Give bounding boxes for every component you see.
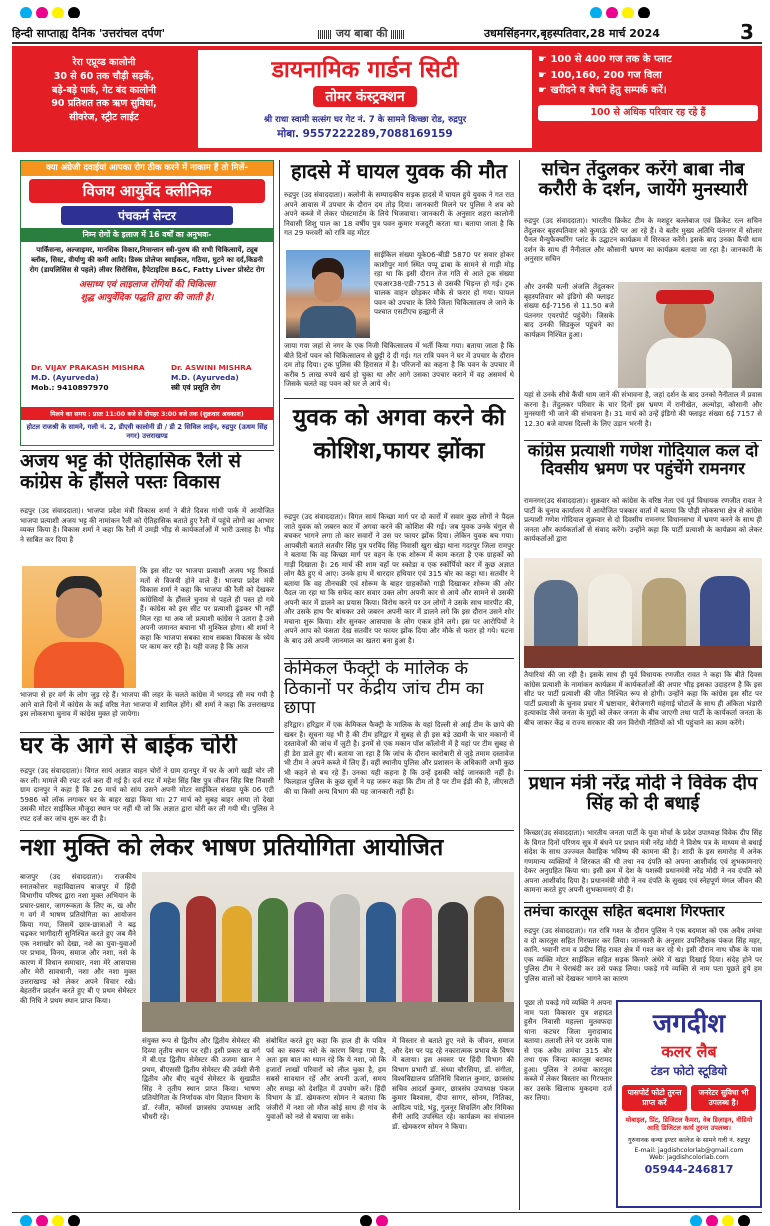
- story-sachin-text-3: यहां से उनके सीधे कैंची धाम जाने की संभावना है, जहां दर्शन के बाद उनको नैनीताल में प्रवास करना है। तेंदुलकर परिवार के चार दिनों इस भ्रमण में रानीखेत, अल्मोड़ा, कौसानी और मुनस्यारी भी जाने की संभावना है। 31 मार्च को उन्हें इंडिगो की फ्लाइट संख्या 6ई 7157 से 12.30 बजे वापस दिल्ली के लिए उड़ान भरनी है।: [524, 390, 762, 428]
- studio-tag: टंडन फोटो स्टूडियो: [650, 1064, 727, 1078]
- story-chemical-text: हरिद्वार। हरिद्वार में एक केमिकल फैक्ट्री के मालिक के यहां दिल्ली से आई टीम के छापे की खबर है। सूचना यह भी है की टीम हरिद्वार में सुबह से ही इस बड़े उद्यमी के चार मकानों में दस्तावेजों की जांच में जुटी है। इनमें से एक मकान पॉश कॉलोनी में है यहां पर टीम सुबह से ही डेरा डाले हुए थी। बताया जा रहा है कि जांच के दौरान कारोबारी से जुड़े तमाम दस्तावेज भी टीम ने अपने कब्जे में लिए हैं। वहीं स्थानीय पुलिस और प्रशासन के अधिकारी अभी कुछ भी कहने से बच रहे हैं। उनका यही कहना है कि उन्हें इसकी कोई जानकारी नहीं है। फिलहाल पुलिस के कुछ सूत्रों ने यह जरूर कहा कि टीम तो है पर टीम ईडी की है, जीएसटी की या किसी अन्य विभाग की यह जानकारी नहीं है।: [284, 720, 514, 796]
- page-number: 3: [740, 20, 754, 40]
- ad-left-line: रेरा एप्रूव्ड कालोनी: [72, 57, 136, 68]
- ad-left-line: 30 से 60 तक चौड़ी सड़कें,: [53, 70, 155, 82]
- phone-icon: ☛: [538, 69, 551, 81]
- story-nasha-col-4: में विस्तार से बताते हुए नशे के जीवन, समाज और देश पर पड़ रहे नकारात्मक प्रभाव के विषय में बताया। इस अवसर पर हिंदी विभाग की विभाग प्रभारी डॉ. संध्या चौरसिया, डॉ. संगीता, विश्वविद्यालय प्रतिनिधि विशाल कुमार, छात्रसंघ सचिव आदर्श कुमार, छात्रसंघ उपाध्यक्ष पंकज कुमार बिश्वास, दीपा सागर, सोनम, नितिका, आदित्य पांडे, भंडु, गुलनूर शिवलिंग और निमिका सैनी आदि उपस्थित रहे। कार्यक्रम का संचालन डॉ. खेमकरण सोमन ने किया।: [392, 1036, 514, 1131]
- top-ad-right: [538, 52, 758, 146]
- headline-ajay: अजय भट्ट की ऐतिहासिक रैली से कांग्रेस के हौंसले पस्तः विकास: [20, 452, 241, 493]
- clinic-sub: पंचकर्म सेन्टर: [61, 206, 233, 225]
- story-nasha-col-3: संबोधित करते हुए कहा कि हाल ही के पवित्र पर्व का स्वरूप नशे के कारण बिगड़ गया है, अतः इस बात का ध्यान रहे कि ये नशा, जो कि हजारों लाखों परिवारों को लील चुका है, हम सबसे सावधान रहें और अपनी ऊर्जा, समय और समझ को देशहित में उपयोग करें। हिंदी विभाग के डॉ. खेमकरण सोमन ने बताया कि जंजीरों में नशा जो मौज कोई साथ ही गांव के युवाओं को नशे से बचाया जा सके।: [266, 1036, 386, 1121]
- studio-phone: 05944-246817: [644, 1163, 734, 1177]
- studio-passport: पासपोर्ट फोटो तुरन्त प्राप्त करें: [622, 1085, 687, 1111]
- story-cartridge-text-1: रुद्रपुर (उद संवाददाता)। गत रात्रि गश्त के दौरान पुलिस ने एक बदमाश को एक अवैध तमंचा व दो कारतूस सहित गिरफ्तार कर लिया। जानकारी के अनुसार उपनिरीक्षक पंकज सिंह महर, कानि. भवानी राम व प्रदीप सिंह रावत क्षेत्र में गश्त कर रहे थे। इसी दौरान नाथ चौक के पास एक व्यक्ति मोटर साईकिल सहित सड़क किनारे अंधेरे में खड़ा दिखाई दिया। संदेह होने पर पुलिस टीम ने घेराबंदी कर उसे पकड़ लिया। पकड़े गये व्यक्ति से नाम पता पूछते हुये हम पुलिस वालों को देखकर भागने का कारण: [524, 926, 762, 983]
- headline-sachin: सचिन तेंदुलकर करेंगे बाबा नीब करौरी के दर्शन, जायेंगे मुनस्यारी: [538, 160, 748, 201]
- studio-generator: जनरेटर सुविधा भी उपलब्ध है।: [691, 1085, 756, 1111]
- registration-marks: [360, 1212, 420, 1226]
- column-rule: [519, 160, 520, 1210]
- phone-icon: ☛: [538, 54, 551, 65]
- masthead-center-text: जय बाबा की: [335, 27, 388, 40]
- clinic-experience: निम्न रोगों के इलाज में 16 वर्षों का अनुभवः-: [21, 228, 273, 242]
- clinic-doctors: [21, 363, 273, 407]
- headline-accident: हादसे में घायल युवक की मौत: [290, 160, 508, 183]
- barcode-icon: [318, 30, 332, 39]
- registration-marks: [20, 4, 220, 18]
- doctor-1-name: Dr. VIJAY PRAKASH MISHRA: [31, 363, 145, 372]
- ad-bullet: ☛ 100,160, 200 गज विला: [538, 69, 662, 81]
- ad-families: 100 से अधिक परिवार रह रहे हैं: [538, 105, 758, 122]
- studio-ad: [616, 1000, 762, 1208]
- clinic-diseases: पार्किंसन्स, अल्जाइमर, मानसिक विकार,निःसन्तान स्त्री-पुरुष की सभी चिकित्सायें, ट्यूब ब्लॉक, सिस्ट, वीर्याणु की कमी आदि। डिस्क प्रोलेप्स स्वाईकल, गठिया, घुटने का दर्द,किडनी रोग (डायलिसिस से पहले) लीवर सिरोसिस, हैपेटाइटिस B&C, Fatty Liver प्रोस्टेट रोग: [29, 245, 265, 274]
- headline-youth: युवक को अगवा करने की कोशिश,फायर झोंका: [292, 405, 506, 465]
- top-ad-dynamic-garden: [12, 46, 762, 152]
- ad-bullet: ☛ खरीदने व बेचने हेतु सम्पर्क करें।: [538, 85, 667, 96]
- clinic-timing: मिलने का समय : प्रातः 11:00 बजे से दोपहर 3:00 बजे तक (शुक्रवार अवकाश): [21, 407, 273, 420]
- studio-email: E-mail: jagdishcolorlab@gmail.com: [634, 1147, 744, 1155]
- headline-bike: घर के आगे से बाईक चोरी: [20, 734, 237, 759]
- story-sachin-text-2: और उनकी पत्नी अंजलि तेंदुलकर बृहस्पतिवार को इंडिगो की फ्लाइट संख्या 6ई-7156 से 11.50 बजे पंतनगर एयरपोर्ट पहुंचेंगे। जिसके बाद उनकी सिडकुल पहुंचने का कार्यक्रम निश्चित हुआ।: [524, 282, 614, 339]
- section-rule: [284, 398, 514, 399]
- story-ajay-text-2: कि इस सीट पर भाजपा प्रत्याशी अजय भट्ट रिकार्ड मतों से विजयी होने वाले हैं। भाजपा प्रदेश मंत्री विकास शर्मा ने कहा कि भाजपा की रैली को देखकर कांग्रेसियों के हौंसले चुनाव से पहले ही पस्त हो गये हैं। कांग्रेस को इस सीट पर प्रत्याशी ढूंढकर भी नहीं मिल रहा था अब जो प्रत्याशी कांग्रेस ने उतारा है उसे अपनी जमानत बचाना भी मुश्किल होगा। श्री शर्मा ने कहा कि भाजपा सबका साथ सबका विकास के ध्येय पर काम कर रही है। यही वजह है कि आज: [140, 566, 274, 651]
- story-modi-text: किच्छा(उद संवाददाता)। भारतीय जनता पार्टी के युवा मोर्चा के प्रदेश उपाध्यक्ष विवेक दीप सिंह के विगत दिनों परिणय सूत्र में बंधने पर प्रधान मंत्री नरेंद्र मोदी ने विशेष पत्र के माध्यम से बधाई संदेश के साथ उज्ज्वल वैवाहिक भविष्य की कामना की है। शादी के इस समारोह में अनेक गणमान्य व्यक्तियों ने शिरकत की थी तथा नव दंपति को अपना आशीर्वाद एवं शुभकामनाएं देकर अनुग्रहित किया था। इसी क्रम में देश के यशस्वी प्रधानमंत्री नरेंद्र मोदी ने नव दंपति को अपना आशीर्वाद दिया है। प्रधानमंत्री मोदी ने नव दंपति के सुखद एवं स्नेहपूर्ण मंगल जीवन की कामना करते हुए अपनी शुभकामनाएं दी है।: [524, 828, 762, 894]
- column-rule: [279, 160, 280, 780]
- ad-left-line: 90 प्रतिशत तक ऋण सुविधा,: [51, 98, 157, 110]
- masthead-rule: [12, 42, 762, 44]
- masthead-left: हिन्दी साप्ताह्य दैनिक 'उत्तरांचल दर्पण': [12, 27, 165, 40]
- top-ad-left-box: [16, 52, 192, 146]
- story-accident-text-3: जाया गया जहां से नगर के एक निजी चिकित्सालय में भर्ती किया गया। बताया जाता है कि बीते दिनों पवन को चिकित्सालय से छुट्टी दे दी गई। गत रात्रि पवन ने घर में उपचार के दौरान दम तोड़ दिया। ट्रक पुलिस की हिरासत में है। परिजनों का कहना है कि पवन के उपचार में करीब 5 लाख रुपये खर्च हो चुका था और आगे उसका उपचार कराने में वह असमर्थ थे जिसके चलते वह पवन को घर ले आये थे।: [284, 341, 514, 388]
- story-nasha-col-1: बाजपुर (उद संवाददाता)। राजकीय स्नातकोत्तर महाविद्यालय बाजपुर में हिंदी विभागीय परिषद द्वारा नशा मुक्त अभियान के प्रचार-प्रसार, जागरूकता के लिए क, ख और ग वर्ग में भाषण प्रतियोगिता का आयोजन किया गया, जिसमें छात्र-छात्राओं ने बढ़ चढ़कर भागीदारी सुनिश्चित करते हुए जब मैंने एक नशाखोर को देखा, नशे का युवा-युवाओं पर प्रभाव, विनय, समाज और नशा, नशे के कारण में विधान समाचार, नशा मेरे आसपास और मेरी सावधानी, नशा और नशा मुक्त उत्तराखण्ड को लेकर अपने विचार रखे। बेहतरीन प्रदर्शन करते हुए बी ए प्रथम सेमेस्टर की निधि ने प्रथम स्थान प्राप्त किया।: [20, 872, 136, 1005]
- ganesh-press-photo: [524, 558, 762, 668]
- section-rule: [524, 440, 762, 441]
- headline-modi: प्रधान मंत्री नरेंद्र मोदी ने विवेक दीप सिंह को दी बधाई: [528, 774, 758, 815]
- section-rule: [20, 732, 274, 733]
- story-youth-text: रुद्रपुर (उद संवाददाता)। विगत सायं किच्छा मार्ग पर दो कारों में सवार कुछ लोगों ने पैदल जाते युवक को जबरन कार में अगवा करने की कोशिश की गई। जब युवक उनके चंगुल से बचकर भागने लगा तो कार सवारों ने उस पर फायर झोंक दिया। लेकिन युवक बच गया। आपबीती बताते सतवीर सिंह पुत्र परविंद सिंह निवासी खुरा खेड़ा थाना गदरपुर जिला रामपुर ने बताया कि वह किच्छा मार्ग पर वहन के एक शोरूम में काम करता है एक ग्राहकों को गाड़ी दिखाता है। 26 मार्च की शाम वहाँ पर स्कोडा व एक स्कॉर्पियो कार में कुछ अज्ञात लोग बैठे हुए थे आए। उनके हाथ में धारदार हथियार एवं 315 बोर का कट्टा था। सतवीर ने बताया कि वह तीनचक्री एवं शोरूम के बाहर ग्राहकोंको गाड़ी दिखाकर शोरूम की ओर पैदल जा रहा था कि सफेद कार सवार उक्त लोग अपनी कार से आये और सामने से उसकी अपनी कार में डालने का प्रयास किया। विरोध करने पर उन लोगों ने उसके साथ मारपीट की, और उसके हाथ पैर बांधकर उसे जबरन अपनी कार में डालने लगे कि इस दौरान उसने शोर मचाना शुरू किया। शोर सुनकर आसपास के लोग एकत्र होने लगे। इस पर आरोपियों ने अपने आप को फंसता देख सतवीर पर फायर झोंक दिया और मौके से फरार हो गये। घटना के बाद उसे अपनी जानमाल का खतरा बना हुआ है।: [284, 512, 514, 645]
- doctor-1-phone: Mob.: 9410897970: [31, 382, 109, 392]
- masthead: [0, 0, 770, 40]
- doctor-1-degree: M.D. (Ayurveda): [31, 372, 99, 382]
- ad-left-line: सीवरेज, स्ट्रीट लाईट: [69, 112, 139, 124]
- clinic-address: होटल राजश्री के सामने, गली नं. 2, डीएवी कालोनी डी / डी 2 सिविल लाईन, रुद्रपुर (ऊधम सिंह नगर) उत्तराखण्ड: [26, 423, 268, 440]
- masthead-center: [318, 26, 405, 40]
- story-cartridge-text-2: पूछा तो पकड़े गये व्यक्ति ने अपना नाम पता विकासर पुत्र शहादत हुसैन निवासी महल्ला मुतवफदा थाना कटघर जिला मुरादाबाद बताया। तलाशी लेने पर उसके पास से एक अवैध तमंचा 315 बोर तथा एक जिन्दा कारतूस बरामद हुआ। पुलिस ने तमंचा कारतूस कब्जे में लेकर बिस्तार का गिरफ्तार कर उसके खिलाफ मुकदमा दर्ज कर लिया।: [524, 998, 612, 1102]
- section-rule: [524, 770, 762, 771]
- ad-phone: मोबा. 9557222289,7088169159: [277, 128, 453, 140]
- story-ganesh-text-1: रामनगर(उद संवाददाता)। शुक्रवार को कांग्रेस के वरिष्ठ नेता एवं पूर्व विधायक रणजीत रावत ने पार्टी के चुनाव कार्यालय में आयोजित पत्रकार वार्ता में बताया कि पौड़ी लोकसभा क्षेत्र से कांग्रेस प्रत्याशी गणेश गोदियाल शुक्रवार से दो दिवसीय रामनगर विधानसभा में भ्रमण करने के साथ ही जनता और कार्यकर्ताओं से संवाद करेंगे। उन्होंने कहा कि पार्टी प्रत्याशी के कार्यक्रम को लेकर कार्यकर्ताओं द्वारा: [524, 496, 762, 543]
- story-accident-text-2: साईकिल संख्या यूके06-बीडी 5870 पर सवार होकर काशीपुर मार्ग स्थित पप्पू ढाबा के सामने से गाड़ी मोड़ रहा था कि इसी दौरान तेज गति से आते ट्रक संख्या एचआर38-एडी-7513 से उसकी भिड़न्त हो गई। ट्रक चालक वाहन छोड़कर मौके से फरार हो गया। घायल पवन को उपचार के लिये जिला चिकित्सालय ले जाने के पश्चात एसटीएच हल्द्वानी ले: [374, 250, 514, 316]
- ad-subtitle: तोमर कंस्ट्रक्शन: [313, 86, 416, 107]
- headline-cartridge: तमंचा कारतूस सहित बदमाश गिरफ्तार: [524, 904, 725, 920]
- doctor-2-specialty: स्त्री एवं प्रसूति रोग: [171, 382, 221, 392]
- barcode-icon: [391, 30, 405, 39]
- studio-name: जगदीश: [652, 1009, 726, 1039]
- ad-address: श्री राधा स्वामी सत्संग घर गेट नं. 7 के सामने किच्छा रोड, रुद्रपुर: [263, 115, 467, 125]
- section-rule: [20, 450, 274, 451]
- ad-left-line: बड़े-बड़े पार्क, गेट बंद कालोनी: [52, 84, 156, 96]
- registration-marks: [690, 1212, 770, 1226]
- clinic-ad: [20, 160, 274, 446]
- story-ganesh-text-2: तैयारियां की जा रही है। इसके साथ ही पूर्व विधायक रणजीत रावत ने कहा कि बीते दिवस कांग्रेस प्रत्याशी के नामांकन कार्यक्रम में कार्यकर्ताओं की अपार भीड़ इसका उदाहरण है कि इस सीट पर पार्टी प्रत्याशी की जीत निश्चित रूप से होगी। उन्होंने कहा कि कांग्रेस इस सीट पर पार्टी प्रत्याशी के चुनाव प्रचार में भ्रष्टाचार, बेरोजगारी महंगाई घोटालें के साथ ही अंकिता भंडारी हत्याकांड जैसे जनता के मुद्दों को लेकर जनता के बीच जाएगी तथा पार्टी के कार्यकर्ता जनता के बीच जाकर केंद्र व राज्य सरकार की जन विरोधी नीतियों को भी पहुंचाने का काम करेंगे।: [524, 670, 762, 727]
- studio-services: मोबाइल, प्रिंट, डिजिटल कैमरा, वेब डिज़ाइन, वीडियो आदि डिजिटल कार्य तुरन्त उपलब्ध।: [625, 1115, 753, 1133]
- studio-web: Web: jagdishcolorlab.com: [649, 1154, 729, 1162]
- sachin-photo: [618, 282, 762, 388]
- section-rule: [284, 658, 514, 659]
- story-nasha-col-2: संयुक्त रूप से द्वितीय और द्वितीय सेमेस्टर की दिव्या तृतीय स्थान पर रही। इसी प्रकार ख वर्ग में बी.एड द्वितीय सेमेस्टर की उजमा खान ने प्रथम, बीएससी द्वितीय सेमेस्टर की उर्वशी सैनी द्वितीय और बीए चतुर्थ सेमेस्टर के सुखप्रीत सिंह ने तृतीय स्थान प्राप्त किया। भाषण प्रतियोगिता के निर्णायक योग विज्ञान विभाग के डॉ. रंजीत, कॉमर्स छात्रसंघ उपाध्यक्ष आदि चौधरी रहे।: [142, 1036, 260, 1121]
- studio-address: गुरुनानक कन्या इण्टर कालेज के सामने गली नं. रुद्रपुर: [627, 1137, 751, 1145]
- top-ad-center: [198, 50, 532, 148]
- clinic-name: विजय आयुर्वेद क्लीनिक: [29, 179, 265, 203]
- story-sachin-text-1: रुद्रपुर (उद संवाददाता)। भारतीय क्रिकेट टीम के मशहूर बल्लेबाज एवं क्रिकेट रत्न सचिन तेंदुलकर बृहस्पतिवार को कुमाऊं दौरे पर आ रहे हैं। वे बतौर मुख्य अतिथि पंतनगर में सोलार पैनल मैन्युफैक्चरिंग प्लांट के उद्घाटन कार्यक्रम में शिरकत करेंगे। इसके बाद उनका कैंची धाम दर्शन के साथ ही नैनीताल और कौसानी भ्रमण का कार्यक्रम बताया जा रहा है। जानकारी के अनुसार सचिन: [524, 216, 762, 263]
- story-ajay-text-1: रुद्रपुर (उद संवाददाता)। भाजपा प्रदेश मंत्री विकास शर्मा ने बीते दिवस गांधी पार्क में आयोजित भाजपा प्रत्याशी अजय भट्ट की नामांकन रैली को ऐतिहासिक बताते हुए रैली में पहुंचे लोगों का आभार व्यक्त किया है। विकास शर्मा ने कहा कि रैली में उमड़ी भीड़ से कार्यकर्ताओं में भारी उत्साह है। भीड़ ने साबित कर दिया है: [20, 506, 274, 544]
- headline-chemical: केमिकल फैक्ट्री के मालिक के ठिकानों पर केंद्रीय जांच टीम का छापा: [284, 660, 484, 718]
- accident-victim-photo: [286, 250, 370, 338]
- registration-marks: [20, 1212, 220, 1226]
- section-rule: [524, 902, 762, 903]
- clinic-top: क्या अंग्रेजी दवाईयां आपका रोग ठीक करने में नाकाम हैं तो मिलें-: [21, 161, 273, 176]
- ajay-bhatt-photo: [22, 566, 136, 688]
- ad-bullet: ☛ 100 से 400 गज तक के प्लाट: [538, 54, 672, 65]
- nasha-group-photo: [142, 872, 514, 1032]
- masthead-date: उधमसिंहनगर,बृहस्पतिवार,28 मार्च 2024: [484, 27, 660, 40]
- story-bike-text: रुद्रपुर (उद संवाददाता)। विगत सायं अज्ञात वाहन चोरों ने ग्राम दानपुर में घर के आगे खड़ी चोर ली कर ली। मामले की रपट दर्ज करा दी गई है। दर्ज रपट में महेश सिंह बिष्ट पुत्र जीवन सिंह बिष्ट निवासी ग्राम दानपुर ने कहा है कि 26 मार्च को सांय उसने अपनी मोटर साईकिल संख्या यूके 06 एटी 5986 को लॉक लगाकर घर के बाहर खड़ा किया था। 27 मार्च को सुबह बाहर आया तो देखा उसकी मोटर साईकिल मौजूदा स्थान पर नहीं थी जो कि अज्ञात द्वारा चोरी कर ली गयी थी। पुलिस ने रपट दर्ज कर जांच शुरू कर दी है।: [20, 766, 274, 823]
- story-accident-text-1: रुद्रपुर (उद संवाददाता)। कलोनी के सम्पादकीय सड़क हादसे में घायल हुये युवक ने गत रात अपने आवास में उपचार के दौरान दम तोड़ दिया। जानकारी मिलने पर पुलिस ने शव को अपने कब्जे में लेकर पोस्टमार्टम के लिये भिजवाया। जानकारी के अनुसार शहरा कालोनी निवासी शिशु पाल का 18 वर्षीय पुत्र पवन कुमार मजदूरी करता था। बताया जाता है कि गत 29 फरवरी को रात्रि वह मोटर: [284, 190, 514, 237]
- studio-sub: कलर लैब: [661, 1042, 717, 1061]
- headline-ganesh: कांग्रेस प्रत्याशी गणेश गोदियाल कल दो दिवसीय भ्रमण पर पहुंचेंगे रामनगर: [527, 442, 759, 479]
- headline-nasha: नशा मुक्ति को लेकर भाषण प्रतियोगिता आयोजित: [20, 834, 444, 861]
- ad-title: डायनामिक गार्डन सिटी: [271, 57, 459, 83]
- doctor-2-name: Dr. ASWINI MISHRA: [171, 363, 252, 372]
- phone-icon: ☛: [538, 85, 551, 96]
- clinic-slogan-2: शुद्ध आयुर्वेदिक पद्धति द्वारा की जाती है।: [80, 293, 214, 304]
- story-ajay-text-3: भाजपा से हर वर्ग के लोग जुड़ रहे हैं। भाजपा की लहर के चलते कांग्रेस में भगदड़ सी मच गयी है आने वाले दिनों में कांग्रेस के कई वरिष्ठ नेता भाजपा में शामिल होंगे। श्री शर्मा ने कहा कि उत्तराखण्ड इस लोकसभा चुनाव में कांग्रेस मुक्त हो जायेगा।: [20, 690, 274, 718]
- clinic-slogan-1: असाध्य एवं लाइलाज रोगियों की चिकित्सा: [79, 280, 215, 291]
- section-rule: [20, 830, 514, 831]
- registration-marks: [590, 4, 770, 18]
- doctor-2-degree: M.D. (Ayurveda): [171, 372, 239, 382]
